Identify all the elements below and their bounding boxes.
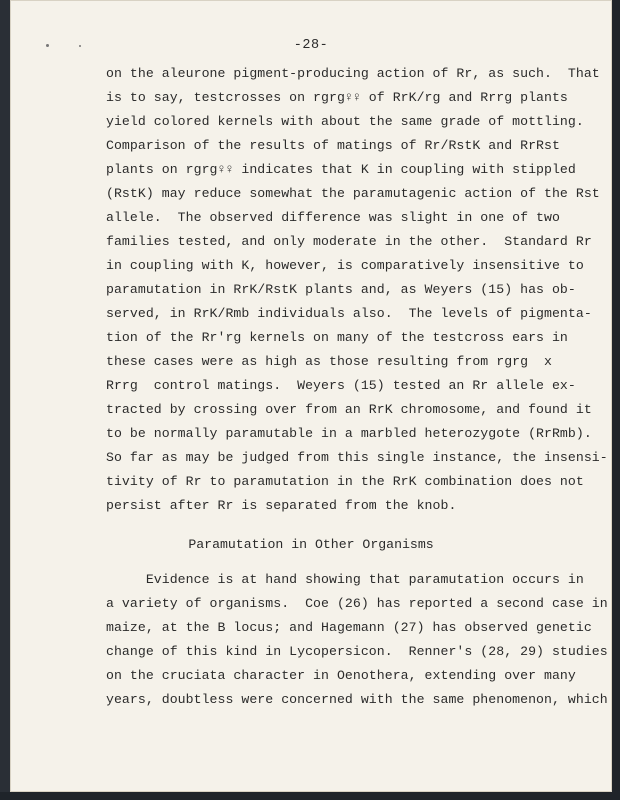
page-number: -28-	[293, 38, 329, 53]
section-heading: Paramutation in Other Organisms	[188, 537, 434, 552]
text-line: tivity of Rr to paramutation in the RrK combination does not	[106, 474, 584, 489]
scan-border-bottom	[0, 792, 620, 800]
text-line: these cases were as high as those resulting from rgrg x	[106, 354, 552, 369]
text-line: in coupling with K, however, is comparatively insensitive to	[106, 258, 584, 273]
text-line: a variety of organisms. Coe (26) has reported a second case in	[106, 596, 608, 611]
text-line: Comparison of the results of matings of Rr/RstK and RrRst	[106, 138, 560, 153]
text-line: families tested, and only moderate in the other. Standard Rr	[106, 234, 592, 249]
text-line: (RstK) may reduce somewhat the paramutagenic action of the Rst	[106, 186, 600, 201]
text-line: to be normally paramutable in a marbled heterozygote (RrRmb).	[106, 426, 592, 441]
text-line: Rrrg control matings. Weyers (15) tested an Rr allele ex-	[106, 378, 576, 393]
document-page	[10, 0, 612, 792]
text-line: years, doubtless were concerned with the same phenomenon, which	[106, 692, 608, 707]
text-line: served, in RrK/Rmb individuals also. The levels of pigmenta-	[106, 306, 592, 321]
text-line: on the cruciata character in Oenothera, extending over many	[106, 668, 576, 683]
text-line: paramutation in RrK/RstK plants and, as Weyers (15) has ob-	[106, 282, 576, 297]
scan-border-right	[612, 0, 620, 800]
text-line: on the aleurone pigment-producing action of Rr, as such. That	[106, 66, 600, 81]
text-line: tion of the Rr'rg kernels on many of the testcross ears in	[106, 330, 568, 345]
text-line: So far as may be judged from this single instance, the insensi-	[106, 450, 608, 465]
text-line: allele. The observed difference was slight in one of two	[106, 210, 560, 225]
text-line: persist after Rr is separated from the knob.	[106, 498, 457, 513]
text-line: maize, at the B locus; and Hagemann (27) has observed genetic	[106, 620, 592, 635]
text-line: Evidence is at hand showing that paramutation occurs in	[106, 572, 584, 587]
text-line: tracted by crossing over from an RrK chromosome, and found it	[106, 402, 592, 417]
text-line: plants on rgrg♀♀ indicates that K in coupling with stippled	[106, 162, 576, 177]
text-line: change of this kind in Lycopersicon. Renner's (28, 29) studies	[106, 644, 608, 659]
text-line: yield colored kernels with about the same grade of mottling.	[106, 114, 584, 129]
text-line: is to say, testcrosses on rgrg♀♀ of RrK/rg and Rrrg plants	[106, 90, 568, 105]
